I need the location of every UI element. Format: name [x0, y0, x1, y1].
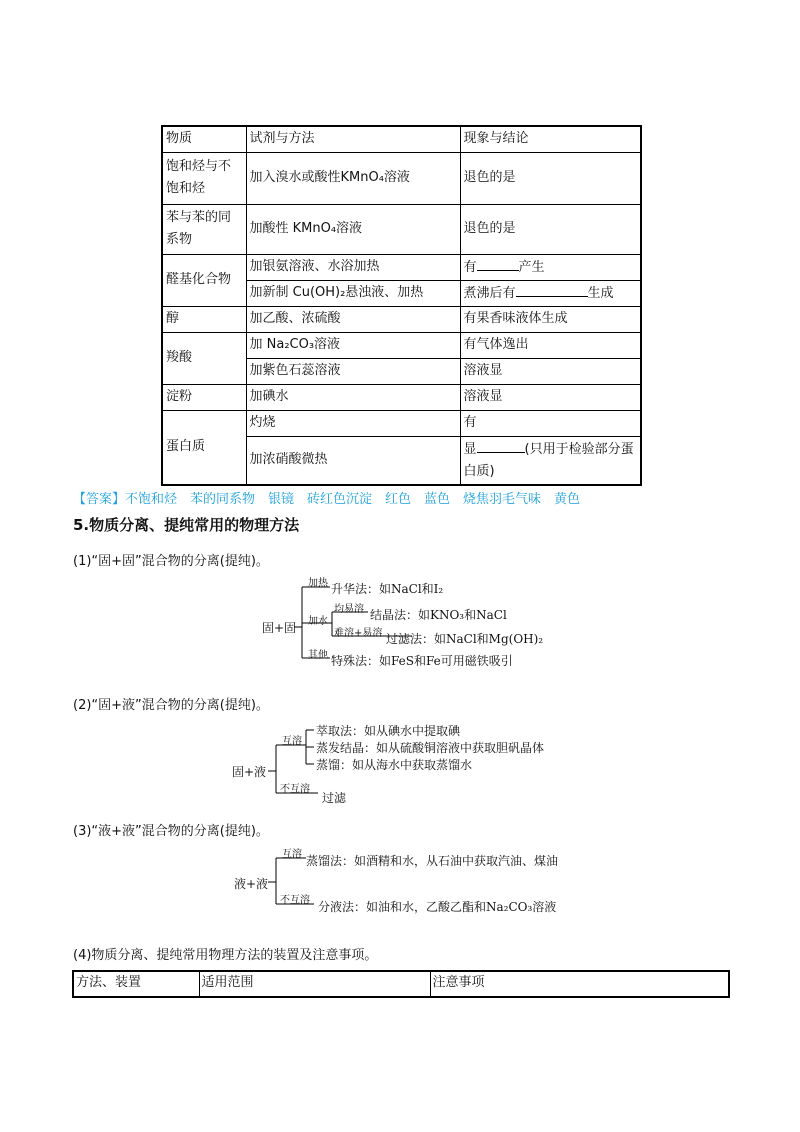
header-method: 试剂与方法 [246, 126, 460, 152]
cell-acid-method1: 加 Na₂CO₃溶液 [246, 332, 460, 358]
paragraph-4: (4)物质分离、提纯常用物理方法的装置及注意事项。 [73, 948, 378, 963]
protein-result2-suffix: (只用于检验部分蛋白质) [463, 441, 634, 479]
diagram2-branch-immiscible: 不互溶 [280, 784, 310, 795]
diagram3-separating: 分液法：如油和水，乙酸乙酯和Na₂CO₃溶液 [318, 900, 557, 914]
diagram1-filtration: 过滤法：如NaCl和Mg(OH)₂ [386, 632, 544, 646]
cell-alcohol-substance: 醇 [162, 306, 246, 332]
diagram3-branch-miscible: 互溶 [282, 849, 302, 860]
cell-aldehyde-method1: 加银氨溶液、水浴加热 [246, 254, 460, 280]
cell-protein-method1: 灼烧 [246, 410, 460, 436]
diagram2-filter: 过滤 [322, 791, 347, 805]
diagram1-sublimation: 升华法：如NaCl和I₂ [331, 582, 444, 596]
diagram2-branch-miscible: 互溶 [282, 736, 302, 747]
diagram1-crystallization: 结晶法：如KNO₃和NaCl [370, 608, 507, 622]
cell-benzene-method: 加酸性 KMnO₄溶液 [246, 204, 460, 254]
diagram3-branch-immiscible: 不互溶 [280, 895, 310, 906]
diagram1-branch-heat: 加热 [308, 578, 328, 589]
aldehyde-result1-prefix: 有 [463, 259, 477, 275]
diagram1-root: 固+固 [262, 621, 297, 635]
header-result: 现象与结论 [460, 126, 641, 152]
cell-alcohol-result: 有果香味液体生成 [460, 306, 641, 332]
aldehyde-result2-prefix: 煮沸后有 [463, 285, 516, 301]
cell-alkene-result: 退色的是 [460, 152, 641, 204]
paragraph-1: (1)“固+固”混合物的分离(提纯)。 [73, 554, 269, 569]
cell-benzene-result: 退色的是 [460, 204, 641, 254]
diagram1-branch-other: 其他 [308, 650, 328, 661]
aldehyde-result1-suffix: 产生 [518, 259, 545, 275]
cell-alkene-method: 加入溴水或酸性KMnO₄溶液 [246, 152, 460, 204]
cell-protein-method2: 加浓硝酸微热 [246, 436, 460, 485]
cell-benzene-substance: 苯与苯的同系物 [162, 204, 246, 254]
header-notes: 注意事项 [430, 971, 729, 997]
diagram1-branch-soluble: 均易溶 [334, 604, 364, 615]
cell-starch-method: 加碘水 [246, 384, 460, 410]
answer-text: 不饱和烃 苯的同系物 银镜 砖红色沉淀 红色 蓝色 烧焦羽毛气味 黄色 [125, 492, 581, 507]
cell-aldehyde-substance: 醛基化合物 [162, 254, 246, 306]
cell-acid-substance: 羧酸 [162, 332, 246, 384]
cell-acid-method2: 加紫色石蕊溶液 [246, 358, 460, 384]
cell-starch-result: 溶液显 [460, 384, 641, 410]
cell-alkene-substance: 饱和烃与不饱和烃 [162, 152, 246, 204]
diagram1-special: 特殊法：如FeS和Fe可用磁铁吸引 [331, 654, 513, 668]
cell-aldehyde-method2: 加新制 Cu(OH)₂悬浊液、加热 [246, 280, 460, 306]
cell-acid-result1: 有气体逸出 [460, 332, 641, 358]
cell-alcohol-method: 加乙酸、浓硫酸 [246, 306, 460, 332]
cell-protein-result1: 有 [460, 410, 641, 436]
cell-protein-substance: 蛋白质 [162, 410, 246, 485]
header-scope: 适用范围 [199, 971, 430, 997]
paragraph-3: (3)“液+液”混合物的分离(提纯)。 [73, 824, 269, 839]
diagram3-root: 液+液 [234, 877, 269, 891]
cell-acid-result2: 溶液显 [460, 358, 641, 384]
methods-table [72, 970, 730, 998]
diagram2-evaporation: 蒸发结晶：如从硫酸铜溶液中获取胆矾晶体 [316, 741, 545, 755]
diagram2-extraction: 萃取法：如从碘水中提取碘 [316, 724, 461, 738]
diagram2-distillation: 蒸馏：如从海水中获取蒸馏水 [316, 758, 473, 772]
cell-starch-substance: 淀粉 [162, 384, 246, 410]
aldehyde-result2-suffix: 生成 [587, 285, 614, 301]
answer-label: 【答案】 [73, 492, 126, 507]
diagram1-branch-water: 加水 [308, 616, 328, 627]
diagram3-distill: 蒸馏法：如酒精和水，从石油中获取汽油、煤油 [306, 854, 559, 868]
section-title: 5.物质分离、提纯常用的物理方法 [73, 516, 300, 534]
paragraph-2: (2)“固+液”混合物的分离(提纯)。 [73, 698, 269, 713]
diagram1-branch-insoluble: 难溶+易溶 [334, 628, 383, 639]
header-method-device: 方法、装置 [73, 971, 199, 997]
diagram2-root: 固+液 [232, 765, 267, 779]
header-substance: 物质 [162, 126, 246, 152]
protein-result2-prefix: 显 [463, 441, 477, 457]
